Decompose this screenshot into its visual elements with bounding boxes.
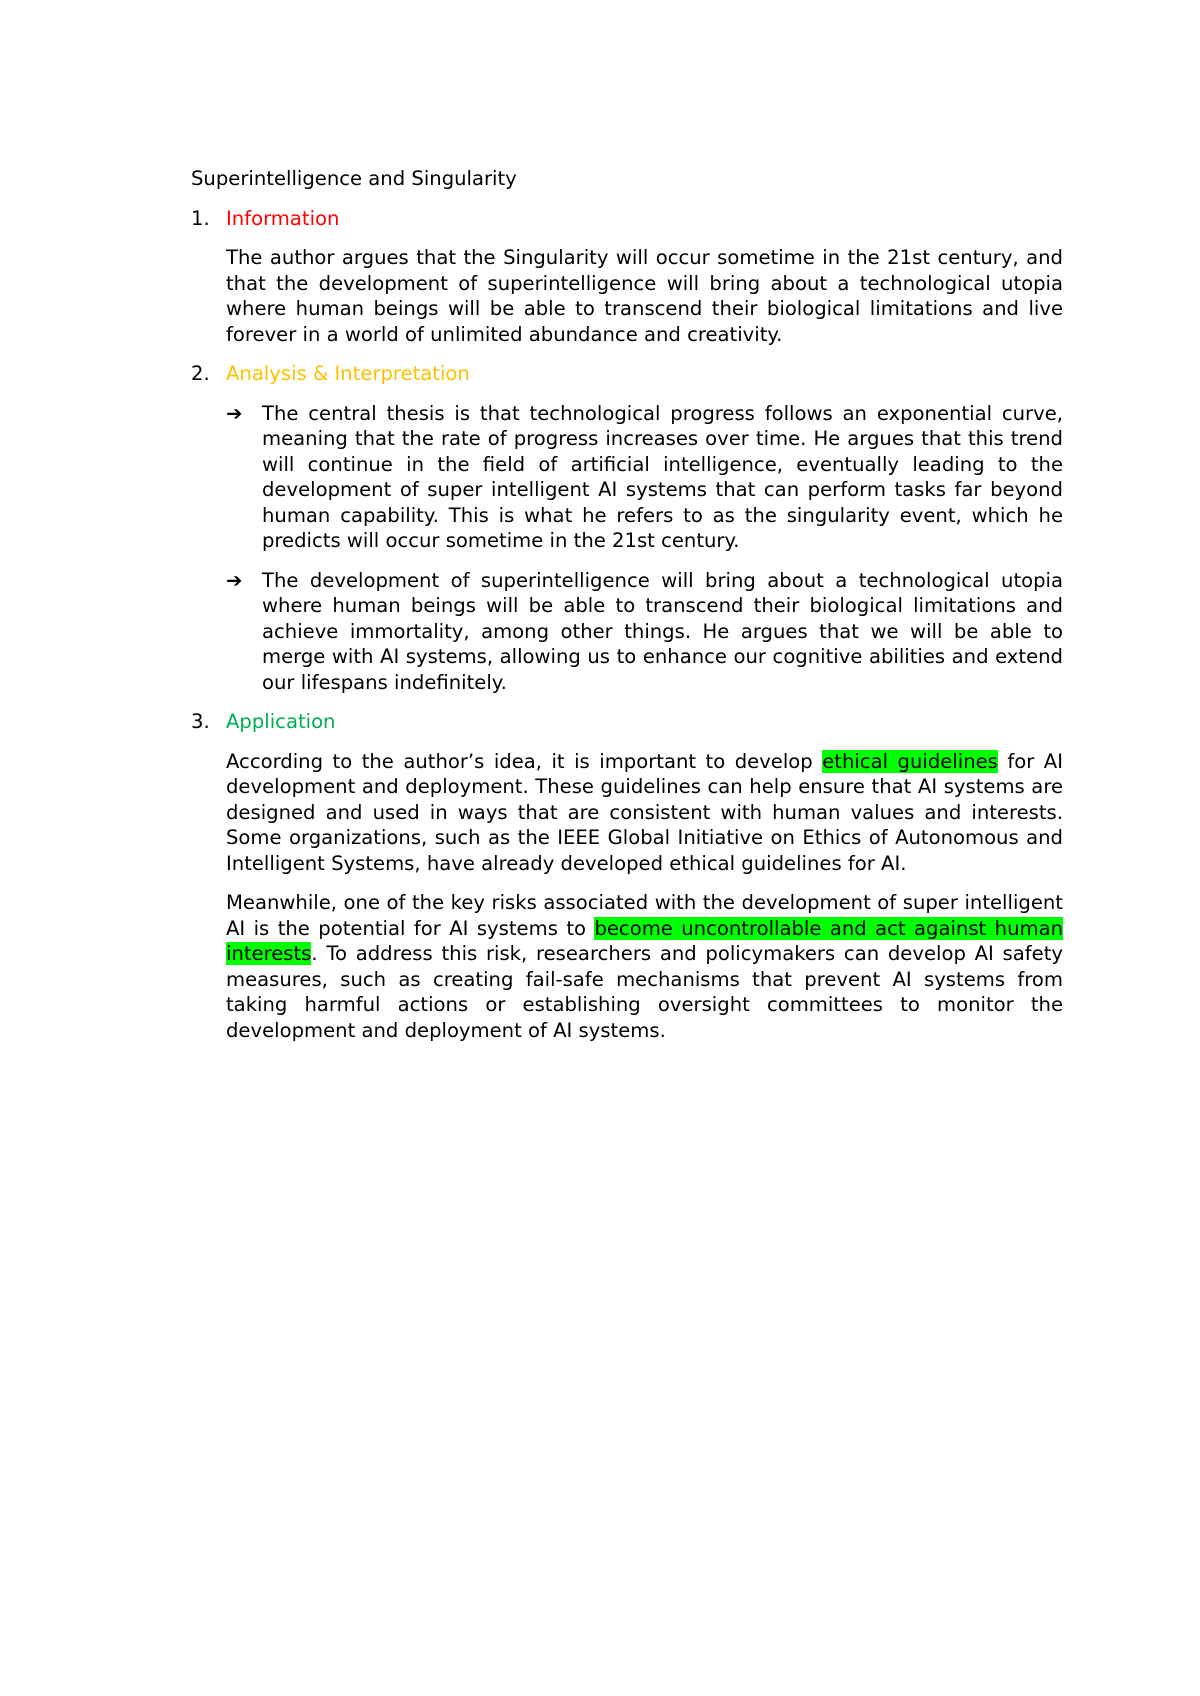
bullet-text: The development of superintelligence will bring about a technological utopia where human beings will be able to transcend their biological limitations and achieve immortality, among other things. He argues that we will be able to merge with AI systems, allowing us to enhance our cognitive abilities and extend our lifespans indefinitely. [262, 568, 1063, 694]
document-page [191, 166, 1063, 1057]
body-paragraph: The author argues that the Singularity will occur sometime in the 21st century, and that the development of superintelligence will bring about a technological utopia where human beings will be able to transcend their biological limitations and live forever in a world of unlimited abundance and creativity. [226, 246, 1063, 346]
section-information [191, 206, 1063, 348]
highlighted-text: ethical guidelines [822, 749, 998, 773]
section-heading [191, 206, 1063, 232]
section-heading [191, 709, 1063, 735]
section-title: Application [226, 710, 336, 733]
highlighted-text: become uncontrollable and act against human interests [226, 916, 1064, 965]
text-run: According to the author’s idea, it is important to develop [226, 749, 823, 773]
section-number: 3. [191, 710, 210, 733]
bullet-text: The central thesis is that technological progress follows an exponential curve, meaning that the rate of progress increases over time. He argues that this trend will continue in the field of artificial intelligence, eventually leading to the development of super intelligent AI systems that can perform tasks far beyond human capability. This is what he refers to as the singularity event, which he predicts will occur sometime in the 21st century. [262, 401, 1063, 552]
bullet-item [226, 401, 1063, 554]
section-title: Analysis & Interpretation [226, 362, 470, 385]
text-run: Meanwhile, one of the key risks associated with the development of super intelligent AI is the potential for AI systems to [226, 891, 1063, 940]
body-paragraph [226, 890, 1063, 1043]
section-application [191, 709, 1063, 1043]
body-paragraph [226, 749, 1063, 877]
text-run: for AI development and deployment. These guidelines can help ensure that AI systems are designed and used in ways that are consistent with human values and interests. Some organizations, such as the IEEE Global Initiative on Ethics of Autonomous and Intelligent Systems, have already developed ethical guidelines for AI. [226, 749, 1063, 875]
bullet-item [226, 568, 1063, 696]
section-heading [191, 361, 1063, 387]
document-title: Superintelligence and Singularity [191, 167, 517, 190]
right-arrow-icon: ➔ [226, 401, 243, 425]
text-run: . To address this risk, researchers and policymakers can develop AI safety measures, such as creating fail-safe mechanisms that prevent AI systems from taking harmful actions or establishing oversight committees to monitor the development and deployment of AI systems. [226, 942, 1063, 1042]
right-arrow-icon: ➔ [226, 568, 243, 592]
section-number: 2. [191, 362, 210, 385]
section-number: 1. [191, 206, 210, 230]
section-title: Information [226, 206, 340, 230]
section-analysis [191, 361, 1063, 695]
